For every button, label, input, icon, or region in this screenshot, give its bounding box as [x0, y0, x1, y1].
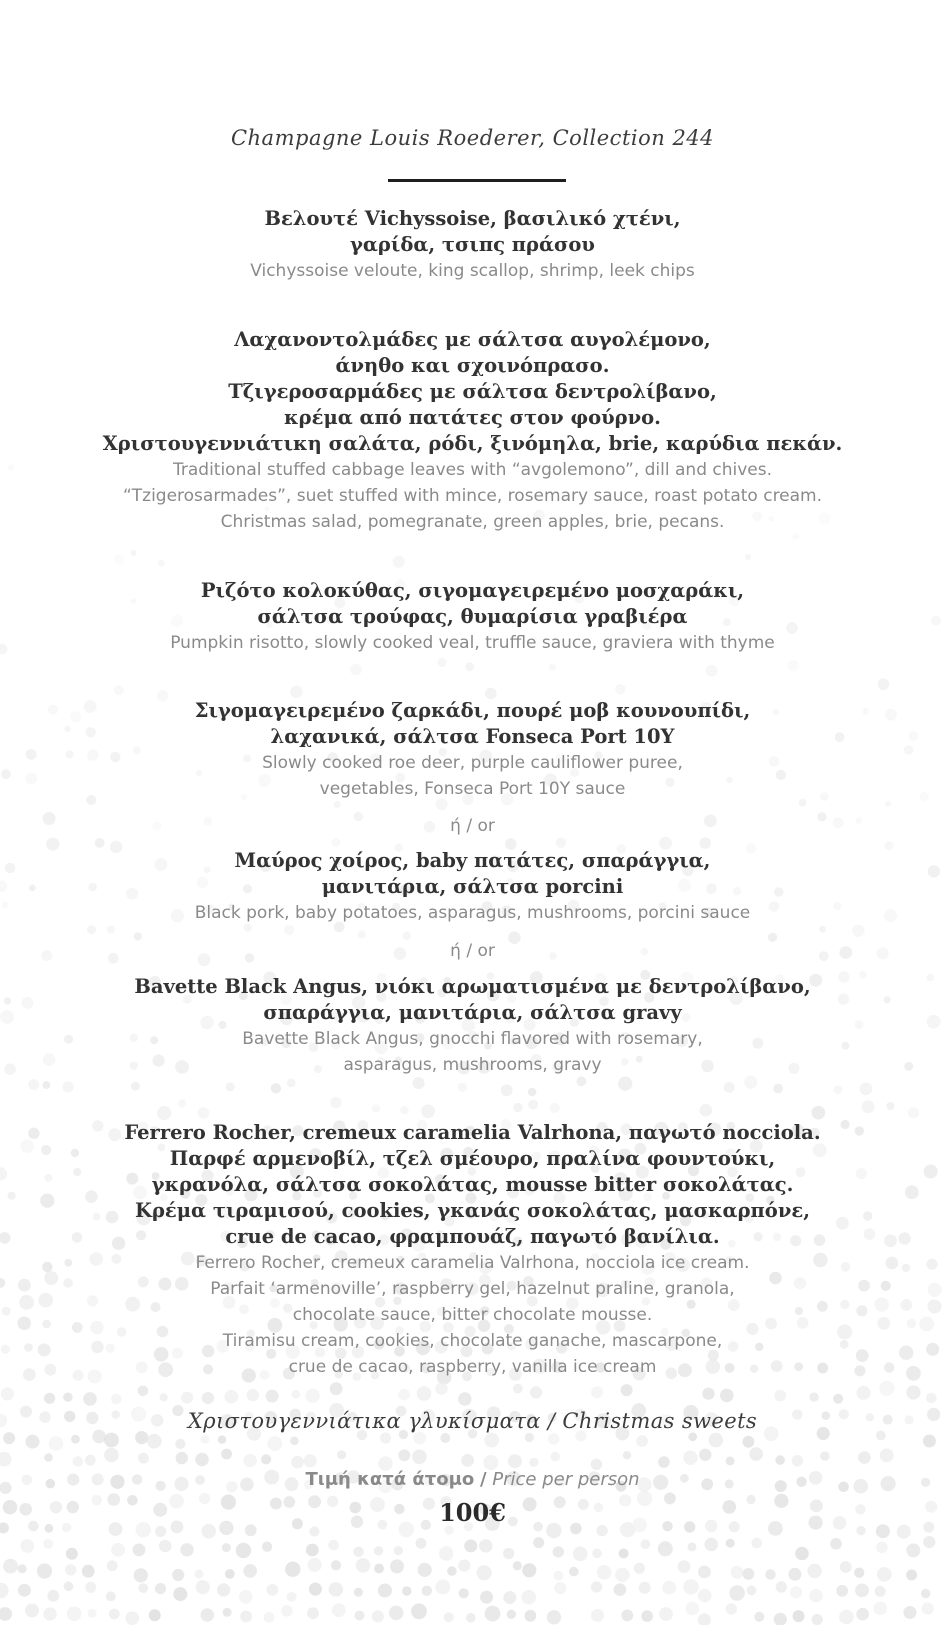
course-english-line: chocolate sauce, bitter chocolate mousse.	[292, 1305, 653, 1325]
course-english-line: Black pork, baby potatoes, asparagus, mushrooms, porcini sauce	[194, 903, 751, 923]
course-risotto	[0, 578, 945, 656]
course-greek-line: Τζιγεροσαρμάδες με σάλτσα δεντρολίβανο,	[228, 380, 717, 403]
course-english-line: Vichyssoise veloute, king scallop, shrimp, leek chips	[250, 261, 695, 281]
course-traditional-plates	[0, 327, 945, 535]
course-english-line: asparagus, mushrooms, gravy	[343, 1055, 602, 1075]
price-value: 100€	[439, 1498, 506, 1527]
course-english-line: vegetables, Fonseca Port 10Y sauce	[319, 779, 626, 799]
header-divider	[388, 179, 566, 182]
or-separator: ή / or	[450, 941, 495, 961]
course-english-line: Christmas salad, pomegranate, green apples, brie, pecans.	[220, 512, 725, 532]
course-greek-line: κρέμα από πατάτες στον φούρνο.	[284, 406, 661, 429]
christmas-sweets-note: Χριστουγεννιάτικα γλυκίσματα / Christmas sweets	[187, 1409, 758, 1433]
course-greek-line: Ferrero Rocher, cremeux caramelia Valrhona, παγωτό nocciola.	[124, 1121, 821, 1144]
course-greek-line: λαχανικά, σάλτσα Fonseca Port 10Y	[270, 725, 675, 748]
course-english-line: Pumpkin risotto, slowly cooked veal, truffle sauce, graviera with thyme	[170, 633, 775, 653]
course-greek-line: Παρφέ αρμενοβίλ, τζελ σμέουρο, πραλίνα φουντούκι,	[169, 1147, 776, 1170]
course-main-bavette	[0, 974, 945, 1078]
price-label-greek: Τιμή κατά άτομο	[305, 1469, 475, 1490]
course-greek-line: Bavette Black Angus, νιόκι αρωματισμένα με δεντρολίβανο,	[134, 975, 811, 998]
course-greek-line: γαρίδα, τσιπς πράσου	[350, 233, 595, 256]
course-main-roe-deer	[0, 698, 945, 802]
course-greek-line: Σιγομαγειρεμένο ζαρκάδι, πουρέ μοβ κουνουπίδι,	[194, 699, 751, 722]
menu-header: Champagne Louis Roederer, Collection 244	[230, 126, 715, 150]
course-greek-line: Ριζότο κολοκύθας, σιγομαγειρεμένο μοσχαράκι,	[200, 579, 745, 602]
price-label-english: Price per person	[492, 1469, 640, 1490]
or-separator: ή / or	[450, 816, 495, 836]
course-english-line: Traditional stuffed cabbage leaves with “avgolemono”, dill and chives.	[172, 460, 773, 480]
course-greek-line: γκρανόλα, σάλτσα σοκολάτας, mousse bitter σοκολάτας.	[151, 1173, 794, 1196]
course-greek-line: μανιτάρια, σάλτσα porcini	[321, 875, 624, 898]
price-label	[0, 1469, 945, 1490]
course-english-line: “Tzigerosarmades”, suet stuffed with mince, rosemary sauce, roast potato cream.	[122, 486, 823, 506]
course-greek-line: σπαράγγια, μανιτάρια, σάλτσα gravy	[263, 1001, 682, 1024]
course-english-line: Ferrero Rocher, cremeux caramelia Valrhona, nocciola ice cream.	[195, 1253, 750, 1273]
course-english-line: Slowly cooked roe deer, purple cauliflower puree,	[262, 753, 683, 773]
course-english-line: crue de cacao, raspberry, vanilla ice cream	[288, 1357, 657, 1377]
course-starter-soup	[0, 206, 945, 284]
course-greek-line: σάλτσα τρούφας, θυμαρίσια γραβιέρα	[257, 605, 688, 628]
course-english-line: Bavette Black Angus, gnocchi flavored with rosemary,	[242, 1029, 703, 1049]
course-greek-line: Χριστουγεννιάτικη σαλάτα, ρόδι, ξινόμηλα, brie, καρύδια πεκάν.	[102, 432, 843, 455]
course-greek-line: Μαύρος χοίρος, baby πατάτες, σπαράγγια,	[234, 849, 711, 872]
course-english-line: Tiramisu cream, cookies, chocolate ganache, mascarpone,	[222, 1331, 723, 1351]
course-english-line: Parfait ‘armenoville’, raspberry gel, hazelnut praline, granola,	[210, 1279, 735, 1299]
course-greek-line: crue de cacao, φραμπουάζ, παγωτό βανίλια.	[225, 1225, 720, 1248]
course-greek-line: Βελουτέ Vichyssoise, βασιλικό χτένι,	[264, 207, 681, 230]
course-greek-line: άνηθο και σχοινόπρασο.	[335, 354, 610, 377]
course-desserts	[0, 1120, 945, 1380]
price-label-separator: /	[479, 1469, 487, 1490]
course-main-black-pork	[0, 848, 945, 926]
course-greek-line: Λαχανοντολμάδες με σάλτσα αυγολέμονο,	[234, 328, 711, 351]
course-greek-line: Κρέμα τιραμισού, cookies, γκανάς σοκολάτας, μασκαρπόνε,	[135, 1199, 810, 1222]
